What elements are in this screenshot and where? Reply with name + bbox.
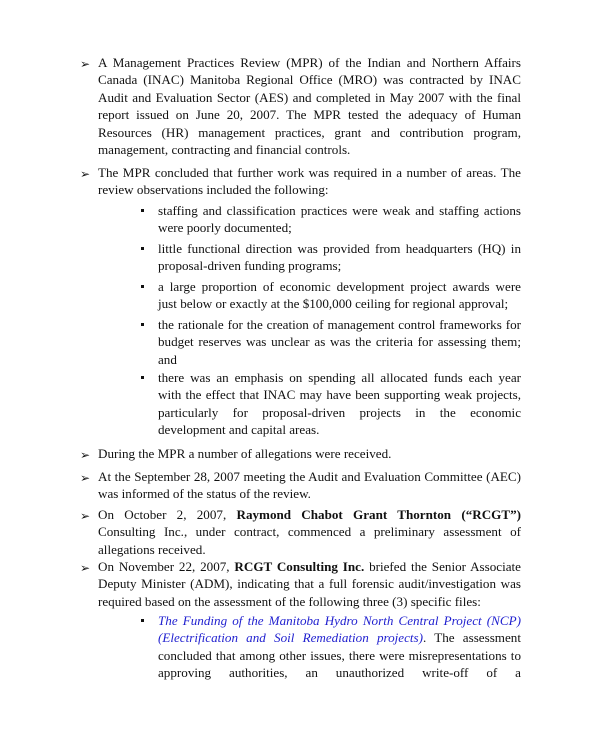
paragraph-rcgt-assessment: On October 2, 2007, Raymond Chabot Grant Thornton (“RCGT”) Consulting Inc., under contract, commenced a preliminary assessment of allegations received. — [98, 507, 521, 557]
arrow-bullet-icon: ➢ — [80, 471, 91, 485]
square-bullet-icon — [141, 619, 144, 622]
observation-item: little functional direction was provided from headquarters (HQ) in proposal-driven funding programs; — [158, 241, 521, 274]
arrow-bullet-icon: ➢ — [80, 57, 91, 71]
paragraph-mpr-intro: A Management Practices Review (MPR) of the Indian and Northern Affairs Canada (INAC) Manitoba Regional Office (MRO) was contracted by INAC Audit and Evaluation Sector (AES) and completed in May 2007 with the final report issued on June 20, 2007. The MPR tested the adequacy of Human Resources (HR) management practices, grant and contribution program, management, contracting and financial controls. — [98, 55, 521, 158]
arrow-bullet-icon: ➢ — [80, 509, 91, 523]
arrow-bullet-icon: ➢ — [80, 448, 91, 462]
paragraph-aec-meeting: At the September 28, 2007 meeting the Audit and Evaluation Committee (AEC) was informed of the status of the review. — [98, 469, 521, 502]
arrow-bullet-icon: ➢ — [80, 561, 91, 575]
square-bullet-icon — [141, 376, 144, 379]
paragraph-allegations: During the MPR a number of allegations were received. — [98, 446, 392, 461]
observation-item: the rationale for the creation of management control frameworks for budget reserves was unclear as was the criteria for assessing them; and — [158, 317, 521, 367]
paragraph-rcgt-briefing: On November 22, 2007, RCGT Consulting Inc. briefed the Senior Associate Deputy Minister (ADM), indicating that a full forensic audit/investigation was required based on the assessment of the following three (3) specific files: — [98, 559, 521, 609]
observation-item: there was an emphasis on spending all allocated funds each year with the effect that INAC may have been supporting weak projects, particularly for proposal-driven projects in the economic development and capital areas. — [158, 370, 521, 438]
rcgt-firm-name: Raymond Chabot Grant Thornton (“RCGT”) — [236, 507, 521, 522]
square-bullet-icon — [141, 247, 144, 250]
square-bullet-icon — [141, 209, 144, 212]
file-item-ncp: The Funding of the Manitoba Hydro North Central Project (NCP) (Electrification and Soil Remediation projects). The assessment concluded that among other issues, there were misrepresentations to approving authorities, an unauthorized write-off of a — [158, 613, 521, 681]
observation-item: staffing and classification practices were weak and staffing actions were poorly documented; — [158, 203, 521, 236]
square-bullet-icon — [141, 323, 144, 326]
paragraph-mpr-conclusion: The MPR concluded that further work was required in a number of areas. The review observations included the following: — [98, 165, 521, 198]
square-bullet-icon — [141, 285, 144, 288]
rcgt-consulting-name: RCGT Consulting Inc. — [234, 559, 365, 574]
ncp-project-link[interactable]: The Funding of the Manitoba Hydro North Central Project (NCP) (Electrification and Soil Remediation projects) — [158, 613, 521, 646]
observation-item: a large proportion of economic development project awards were just below or exactly at the $100,000 ceiling for regional approval; — [158, 279, 521, 312]
arrow-bullet-icon: ➢ — [80, 167, 91, 181]
